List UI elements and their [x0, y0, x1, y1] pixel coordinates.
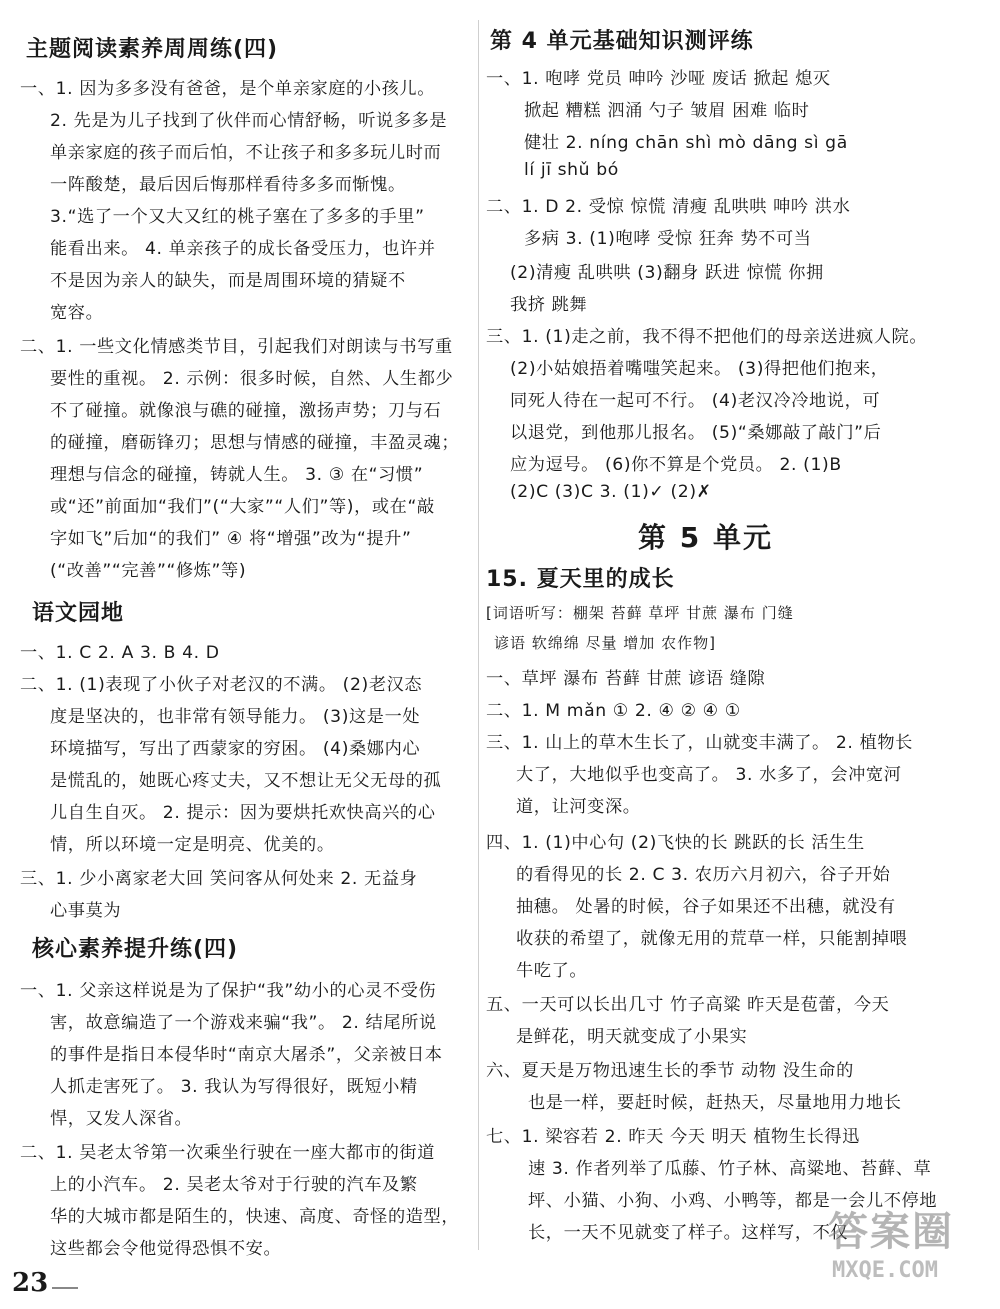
text-line: 儿自生自灭。 2. 提示：因为要烘托欢快高兴的心: [50, 803, 436, 823]
text-line: 单亲家庭的孩子而后怕，不让孩子和多多玩儿时而: [50, 143, 442, 163]
text-line: 这些都会令他觉得恐惧不安。: [50, 1239, 282, 1259]
text-line: 收获的希望了，就像无用的荒草一样，只能割掉喂: [516, 929, 908, 949]
text-line: 不是因为亲人的缺失，而是周围环境的猜疑不: [50, 271, 406, 291]
text-line: 道，让河变深。: [516, 797, 641, 817]
dictation-line: 谚语 软绵绵 尽量 增加 农作物]: [494, 634, 716, 652]
text-line: 牛吃了。: [516, 961, 588, 981]
text-line: 掀起 糟糕 泗涌 勺子 皱眉 困难 临时: [524, 101, 810, 121]
section-title-core-literacy: 核心素养提升练(四): [32, 937, 239, 962]
page-number: 23: [12, 1268, 49, 1298]
text-line: 2. 先是为儿子找到了伙伴而心情舒畅，听说多多是: [50, 111, 448, 131]
text-line: 抽穗。 处暑的时候，谷子如果还不出穗，就没有: [516, 897, 896, 917]
text-line: 不了碰撞。就像浪与礁的碰撞，激扬声势；刀与石: [50, 401, 442, 421]
text-line: 二、1. D 2. 受惊 惊慌 清瘦 乱哄哄 呻吟 洪水: [486, 197, 851, 217]
unit5-heading: 第 5 单元: [638, 521, 773, 554]
text-line: 应为逗号。 (6)你不算是个党员。 2. (1)B: [510, 455, 842, 475]
text-line: 要性的重视。 2. 示例：很多时候，自然、人生都少: [50, 369, 454, 389]
text-line: (2)C (3)C 3. (1)✓ (2)✗: [510, 482, 712, 502]
text-line: 害，故意编造了一个游戏来骗“我”。 2. 结尾所说: [50, 1013, 437, 1033]
watermark: [818, 1200, 988, 1300]
text-line: (“改善”“完善”“修炼”等): [50, 561, 247, 581]
text-line: 大了，大地似乎也变高了。 3. 水多了，会冲宽河: [516, 765, 902, 785]
text-line: 一、1. 咆哮 党员 呻吟 沙哑 废话 掀起 熄灭: [486, 69, 831, 89]
text-line: 七、1. 梁容若 2. 昨天 今天 明天 植物生长得迅: [486, 1127, 860, 1147]
watermark-url: MXQE.COM: [832, 1258, 938, 1283]
text-line: 二、1. 一些文化情感类节目，引起我们对朗读与书写重: [20, 337, 453, 357]
section-title-chinese-garden: 语文园地: [32, 601, 125, 626]
text-line: 一、草坪 瀑布 苔藓 甘蔗 谚语 缝隙: [486, 669, 766, 689]
text-line: 三、1. 山上的草木生长了，山就变丰满了。 2. 植物长: [486, 733, 913, 753]
text-line: 的碰撞，磨砺锋刃；思想与情感的碰撞，丰盈灵魂；: [50, 433, 460, 453]
text-line: 3.“选了一个又大又红的桃子塞在了多多的手里”: [50, 207, 425, 227]
text-line: 一、1. 父亲这样说是为了保护“我”幼小的心灵不受伤: [20, 981, 437, 1001]
text-line: 能看出来。 4. 单亲孩子的成长备受压力，也许并: [50, 239, 436, 259]
text-line: 以退党，到他那儿报名。 (5)“桑娜敲了敲门”后: [510, 423, 882, 443]
text-line: 四、1. (1)中心句 (2)飞快的长 跳跃的长 活生生: [486, 833, 865, 853]
text-line: 环境描写，写出了西蒙家的穷困。 (4)桑娜内心: [50, 739, 421, 759]
text-line: 同死人待在一起可不行。 (4)老汉冷冷地说，可: [510, 391, 881, 411]
text-line: (2)清瘦 乱哄哄 (3)翻身 跃进 惊慌 你拥: [510, 263, 824, 283]
text-line: 速 3. 作者列举了瓜藤、竹子林、高粱地、苔藓、草: [528, 1159, 932, 1179]
text-line: 情，所以环境一定是明亮、优美的。: [50, 835, 335, 855]
text-line: 也是一样，要赶时候，赶热天，尽量地用力地长: [528, 1093, 902, 1113]
section-title-weekly-practice: 主题阅读素养周周练(四): [26, 37, 279, 62]
text-line: 的看得见的长 2. C 3. 农历六月初六，谷子开始: [516, 865, 891, 885]
text-line: 六、夏天是万物迅速生长的季节 动物 没生命的: [486, 1061, 854, 1081]
text-line: 度是坚决的，也非常有领导能力。 (3)这是一处: [50, 707, 421, 727]
text-line: 五、一天可以长出几寸 竹子高粱 昨天是苞蕾，今天: [486, 995, 890, 1015]
text-line: lí jī shǔ bó: [524, 160, 619, 180]
column-divider: [478, 20, 479, 1250]
text-line: 长，一天不见就变了样子。这样写，不仅: [528, 1223, 849, 1243]
page-number-rule: [52, 1287, 78, 1289]
text-line: 是鲜花，明天就变成了小果实: [516, 1027, 748, 1047]
watermark-logo: 答案圈: [828, 1209, 954, 1255]
section-title-unit4-test: 第 4 单元基础知识测评练: [490, 29, 754, 54]
text-line: 一、1. 因为多多没有爸爸，是个单亲家庭的小孩儿。: [20, 79, 435, 99]
text-line: 宽容。: [50, 303, 104, 323]
lesson-title-summer-growth: 15. 夏天里的成长: [486, 567, 675, 592]
text-line: 上的小汽车。 2. 吴老太爷对于行驶的汽车及繁: [50, 1175, 418, 1195]
text-line: 三、1. (1)走之前，我不得不把他们的母亲送进疯人院。: [486, 327, 928, 347]
text-line: 或“还”前面加“我们”(“大家”“人们”等)，或在“敲: [50, 497, 435, 517]
text-line: 人抓走害死了。 3. 我认为写得很好，既短小精: [50, 1077, 418, 1097]
dictation-line: [词语听写：棚架 苔藓 草坪 甘蔗 瀑布 门缝: [486, 604, 794, 622]
text-line: 悍，又发人深省。: [50, 1109, 193, 1129]
text-line: 的事件是指日本侵华时“南京大屠杀”，父亲被日本: [50, 1045, 443, 1065]
text-line: 心事莫为: [50, 901, 122, 921]
text-line: 理想与信念的碰撞，铸就人生。 3. ③ 在“习惯”: [50, 465, 424, 485]
text-line: 一阵酸楚，最后因后悔那样看待多多而惭愧。: [50, 175, 406, 195]
text-line: 坪、小猫、小狗、小鸡、小鸭等，都是一会儿不停地: [528, 1191, 938, 1211]
text-line: 是慌乱的，她既心疼丈夫，又不想让无父无母的孤: [50, 771, 442, 791]
text-line: 我挤 跳舞: [510, 295, 588, 315]
text-line: 健壮 2. níng chān shì mò dāng sì gā: [524, 133, 848, 153]
text-line: 一、1. C 2. A 3. B 4. D: [20, 643, 220, 663]
text-line: 多病 3. (1)咆哮 受惊 狂奔 势不可当: [524, 229, 812, 249]
text-line: (2)小姑娘捂着嘴嗤笑起来。 (3)得把他们抱来，: [510, 359, 889, 379]
text-line: 二、1. (1)表现了小伙子对老汉的不满。 (2)老汉态: [20, 675, 423, 695]
text-line: 二、1. 吴老太爷第一次乘坐行驶在一座大都市的街道: [20, 1143, 435, 1163]
text-line: 三、1. 少小离家老大回 笑问客从何处来 2. 无益身: [20, 869, 418, 889]
text-line: 字如飞”后加“的我们” ④ 将“增强”改为“提升”: [50, 529, 412, 549]
text-line: 华的大城市都是陌生的，快速、高度、奇怪的造型，: [50, 1207, 460, 1227]
text-line: 二、1. M mǎn ① 2. ④ ② ④ ①: [486, 701, 741, 721]
